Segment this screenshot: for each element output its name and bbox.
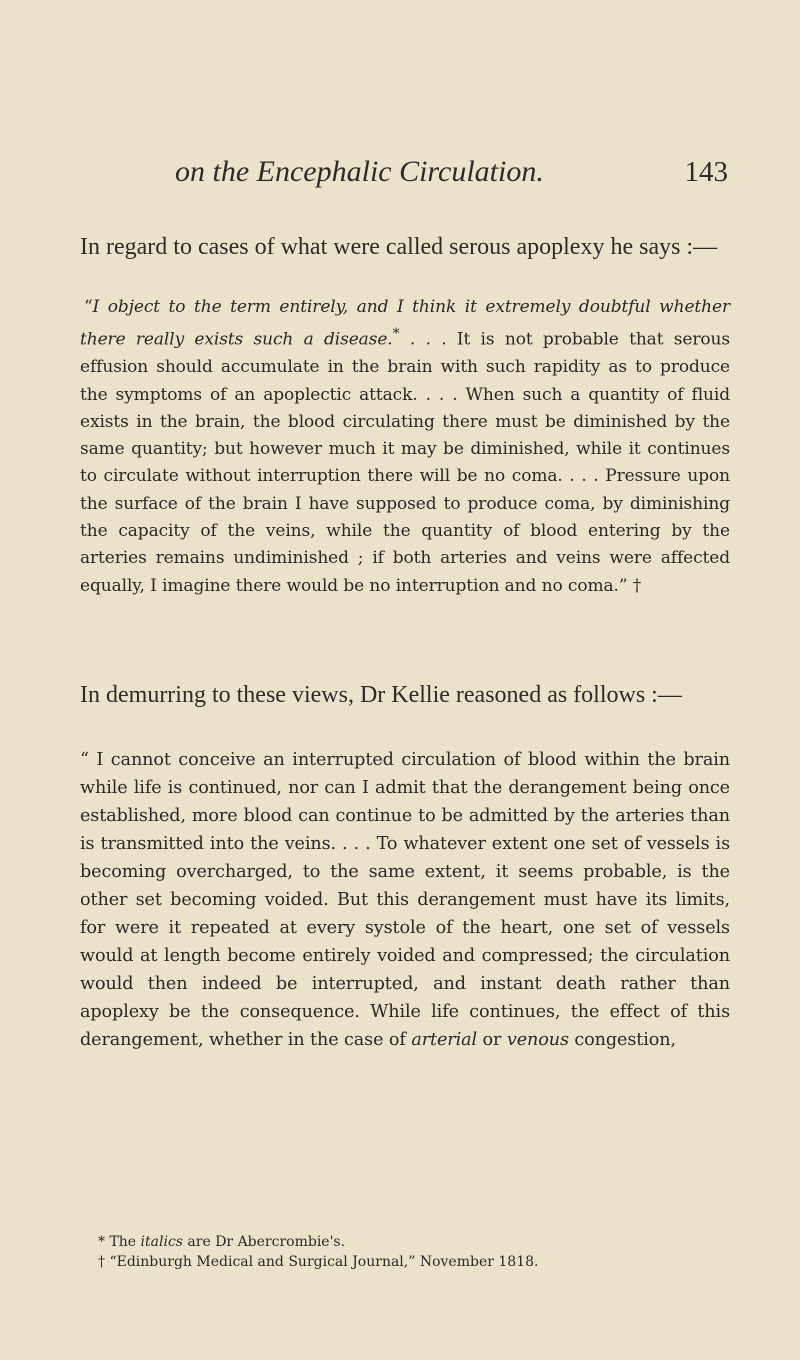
footnote-1-prefix: * The: [98, 1234, 141, 1250]
footnote-1-italic: italics: [140, 1234, 183, 1250]
kellie-intro-paragraph: In demurring to these views, Dr Kellie reasoned as follows :—: [80, 682, 682, 708]
abercrombie-quote-block: [80, 294, 730, 600]
footnote-mark: *: [392, 326, 400, 343]
kellie-quote-block: [80, 746, 730, 1054]
arterial-word: arterial: [411, 1030, 478, 1050]
venous-word: venous: [506, 1030, 569, 1050]
intro-paragraph: In regard to cases of what were called serous apoplexy he says :—: [80, 234, 718, 260]
footnote-1: [98, 1232, 718, 1252]
abercrombie-quote: [80, 294, 730, 600]
kellie-quote-end: congestion,: [568, 1030, 676, 1050]
footnote-1-rest: are Dr Abercrombie's.: [182, 1234, 346, 1250]
footnote-2: † “Edinburgh Medical and Surgical Journal,” November 1818.: [98, 1254, 539, 1270]
quote-open-mark: “: [84, 297, 93, 317]
kellie-paragraph-block: [80, 680, 730, 711]
kellie-quote-text: “ I cannot conceive an interrupted circulation of blood within the brain while life is continued, nor can I admit that the derangement being once established, more blood can continue to be admitted by the arteries than is transmitted into the veins. . . . To whatever extent one set of vessels is becoming overcharged, to the same extent, it seems probable, is the other set becoming voided. But this derangement must have its limits, for were it repeated at every systole of the heart, one set of vessels would at length become entirely voided and compressed; the circulation would then indeed be interrupted, and instant death rather than apoplexy be the consequence. While life continues, the effect of this derangement, whether in the case of: [80, 750, 730, 1050]
quote-body-text: . . . It is not probable that serous effusion should accumulate in the brain with such rapidity as to produce the symptoms of an apoplectic attack. . . . When such a quantity of fluid exists in the brain, the blood circulating there must be diminished by the same quantity; but however much it may be diminished, while it continues to circulate without interruption there will be no coma. . . . Pressure upon the surface of the brain I have supposed to produce coma, by diminishing the capacity of the veins, while the quantity of blood entering by the arteries remains undiminished ; if both arteries and veins were affected equally, I imagine there would be no interruption and no coma.” †: [80, 329, 731, 596]
intro-paragraph-block: [80, 232, 730, 263]
page-header: [80, 152, 728, 192]
footnotes: [98, 1232, 718, 1272]
kellie-quote: [80, 746, 730, 1054]
running-title: on the Encephalic Circulation.: [175, 155, 544, 188]
kellie-quote-or: or: [477, 1030, 507, 1050]
page-number: 143: [684, 156, 728, 188]
quote-italic-text: I object to the term entirely, and I think it extremely doubtful whether there really exists such a disease.: [80, 297, 730, 350]
